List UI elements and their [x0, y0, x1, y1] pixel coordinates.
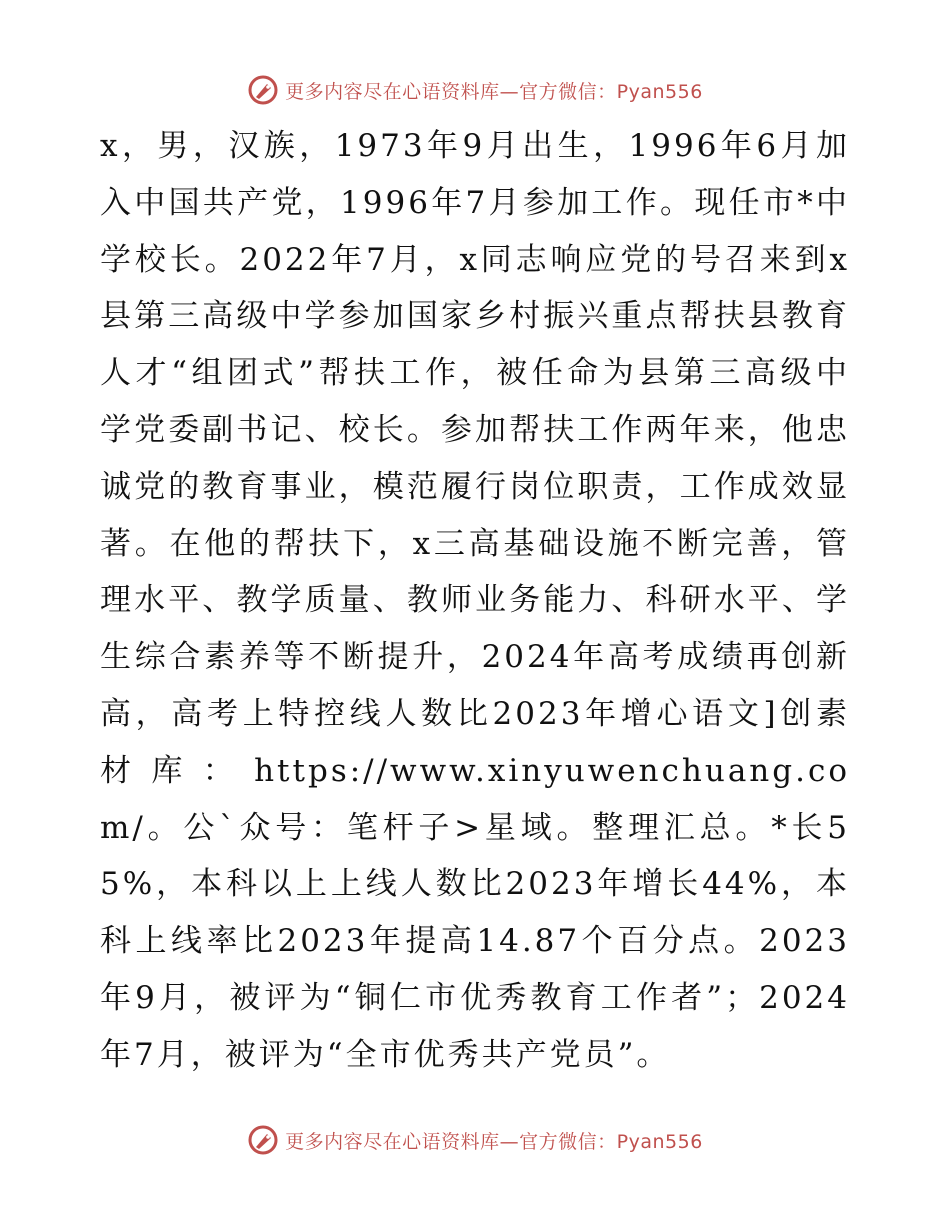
footer-watermark-text: 更多内容尽在心语资料库—官方微信：Pyan556: [285, 1130, 703, 1153]
pen-nib-icon: [247, 74, 279, 106]
document-paragraph: x，男，汉族，1973年9月出生，1996年6月加入中国共产党，1996年7月参加工作。现任市*中学校长。2022年7月，x同志响应党的号召来到x县第三高级中学参加国家乡村振兴重点帮扶县教育人才“组团式”帮扶工作，被任命为县第三高级中学党委副书记、校长。参加帮扶工作两年来，他忠诚党的教育事业，模范履行岗位职责，工作成效显著。在他的帮扶下，x三高基础设施不断完善，管理水平、教学质量、教师业务能力、科研水平、学生综合素养等不断提升，2024年高考成绩再创新高，高考上特控线人数比2023年增心语文]创素材库：https://www.xinyuwenchuang.com/。公`众号：笔杆子>星域。整理汇总。*长55%，本科以上上线人数比2023年增长44%，本科上线率比2023年提高14.87个百分点。2023年9月，被评为“铜仁市优秀教育工作者”；2024年7月，被评为“全市优秀共产党员”。: [100, 128, 850, 1073]
footer-watermark: [0, 1120, 950, 1160]
pen-nib-icon: [247, 1124, 279, 1156]
header-watermark: [0, 70, 950, 110]
header-watermark-text: 更多内容尽在心语资料库—官方微信：Pyan556: [285, 80, 703, 103]
